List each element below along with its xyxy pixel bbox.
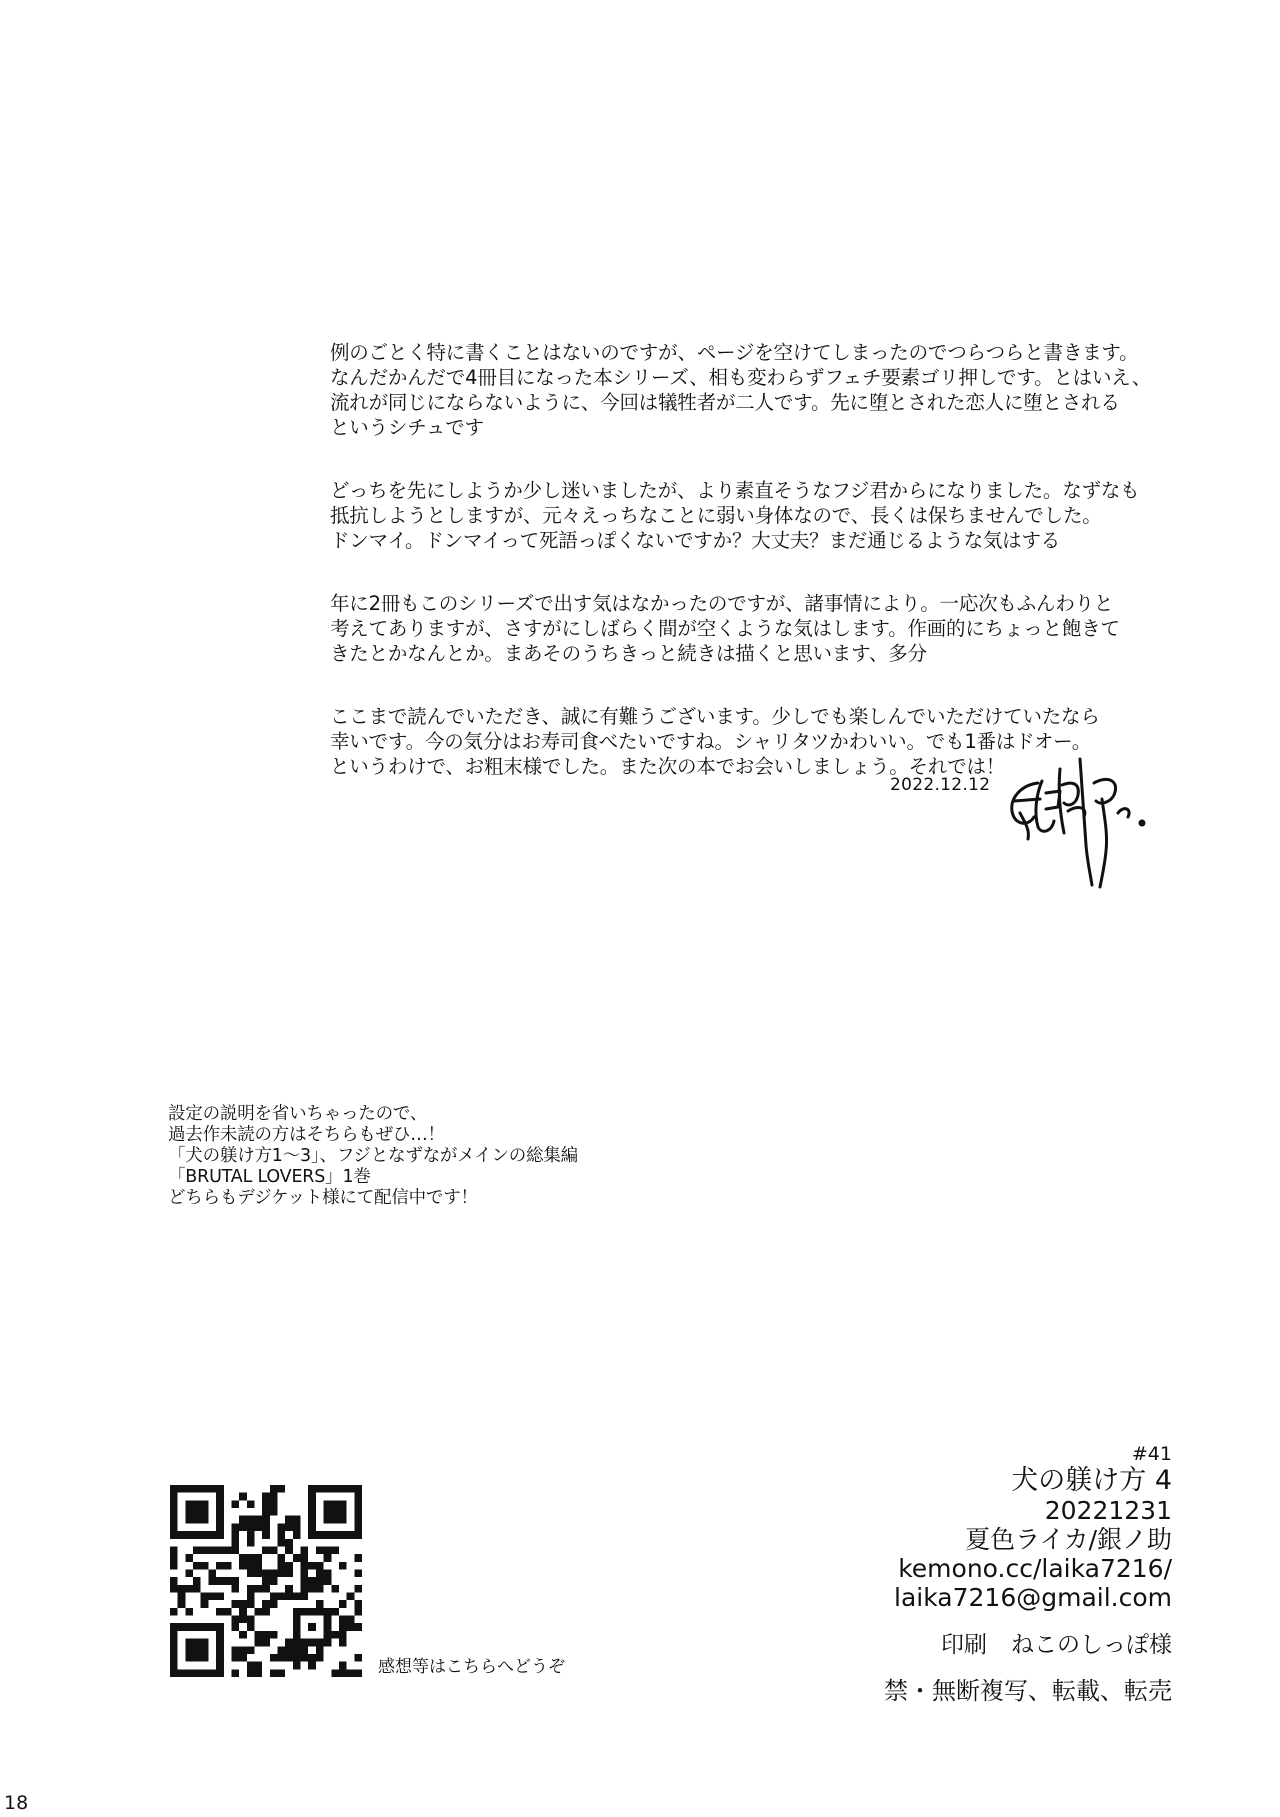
paragraph-2 <box>330 478 1230 553</box>
text-line: 考えてありますが、さすがにしばらく間が空くような気はします。作画的にちょっと飽きて <box>330 617 1120 640</box>
text-line: 幸いです。今の気分はお寿司食べたいですね。シャリタツかわいい。でも1番はドオー。 <box>330 730 1092 753</box>
printer-line <box>884 1630 1172 1660</box>
text-line: なんだかんだで4冊目になった本シリーズ、相も変わらずフェチ要素ゴリ押しです。とはいえ、 <box>330 366 1152 389</box>
text-line: ドンマイ。ドンマイって死語っぽくないですか？大丈夫？まだ通じるような気はする <box>330 529 1061 552</box>
authors: 夏色ライカ/銀ノ助 <box>965 1525 1172 1554</box>
qr-code[interactable] <box>170 1485 362 1677</box>
text-line: 流れが同じにならないように、今回は犠牲者が二人です。先に堕とされた恋人に堕とされる <box>330 391 1120 414</box>
website-link[interactable]: kemono.cc/laika7216/ <box>898 1554 1172 1583</box>
previous-works-note <box>168 1104 578 1209</box>
book-title: 犬の躾け方 4 <box>1011 1465 1172 1496</box>
note-line: 「BRUTAL LOVERS」1巻 <box>168 1167 371 1187</box>
printer-name: ねこのしっぽ様 <box>1011 1632 1172 1658</box>
afterword <box>330 340 1230 817</box>
email-link[interactable]: laika7216@gmail.com <box>894 1583 1172 1612</box>
text-line: どっちを先にしようか少し迷いましたが、より素直そうなフジ君からになりました。なずなも <box>330 479 1140 502</box>
note-line: どちらもデジケット様にて配信中です！ <box>168 1188 478 1208</box>
colophon <box>884 1442 1172 1706</box>
paragraph-3 <box>330 591 1230 666</box>
note-line: 設定の説明を省いちゃったので、 <box>168 1104 428 1124</box>
handwritten-signature <box>1000 755 1155 890</box>
text-line: 年に2冊もこのシリーズで出す気はなかったのですが、諸事情により。一応次もふんわりと <box>330 592 1114 615</box>
paragraph-1 <box>330 340 1230 440</box>
issue-number: #41 <box>1131 1443 1172 1465</box>
text-line: 抵抗しようとしますが、元々えっちなことに弱い身体なので、長くは保ちませんでした。 <box>330 504 1102 527</box>
copyright-notice: 禁・無断複写、転載、転売 <box>884 1677 1172 1705</box>
note-line: 過去作未読の方はそちらもぜひ…！ <box>168 1125 445 1145</box>
afterword-date: 2022.12.12 <box>890 775 991 795</box>
text-line: きたとかなんとか。まあそのうちきっと続きは描くと思います、多分 <box>330 642 927 665</box>
qr-caption: 感想等はこちらへどうぞ <box>378 1657 565 1677</box>
text-line: 例のごとく特に書くことはないのですが、ページを空けてしまったのでつらつらと書きます。 <box>330 341 1139 364</box>
text-line: ここまで読んでいただき、誠に有難うございます。少しでも楽しんでいただけていたなら <box>330 705 1100 728</box>
page-number: 18 <box>4 1792 29 1814</box>
text-line: というわけで、お粗末様でした。また次の本でお会いしましょう。それでは！ <box>330 755 1006 778</box>
publish-date: 20221231 <box>1044 1496 1172 1525</box>
text-line: というシチュです <box>330 416 484 439</box>
note-line: 「犬の躾け方1～3」、フジとなずながメインの総集編 <box>168 1146 578 1166</box>
printer-label: 印刷 <box>941 1632 987 1658</box>
